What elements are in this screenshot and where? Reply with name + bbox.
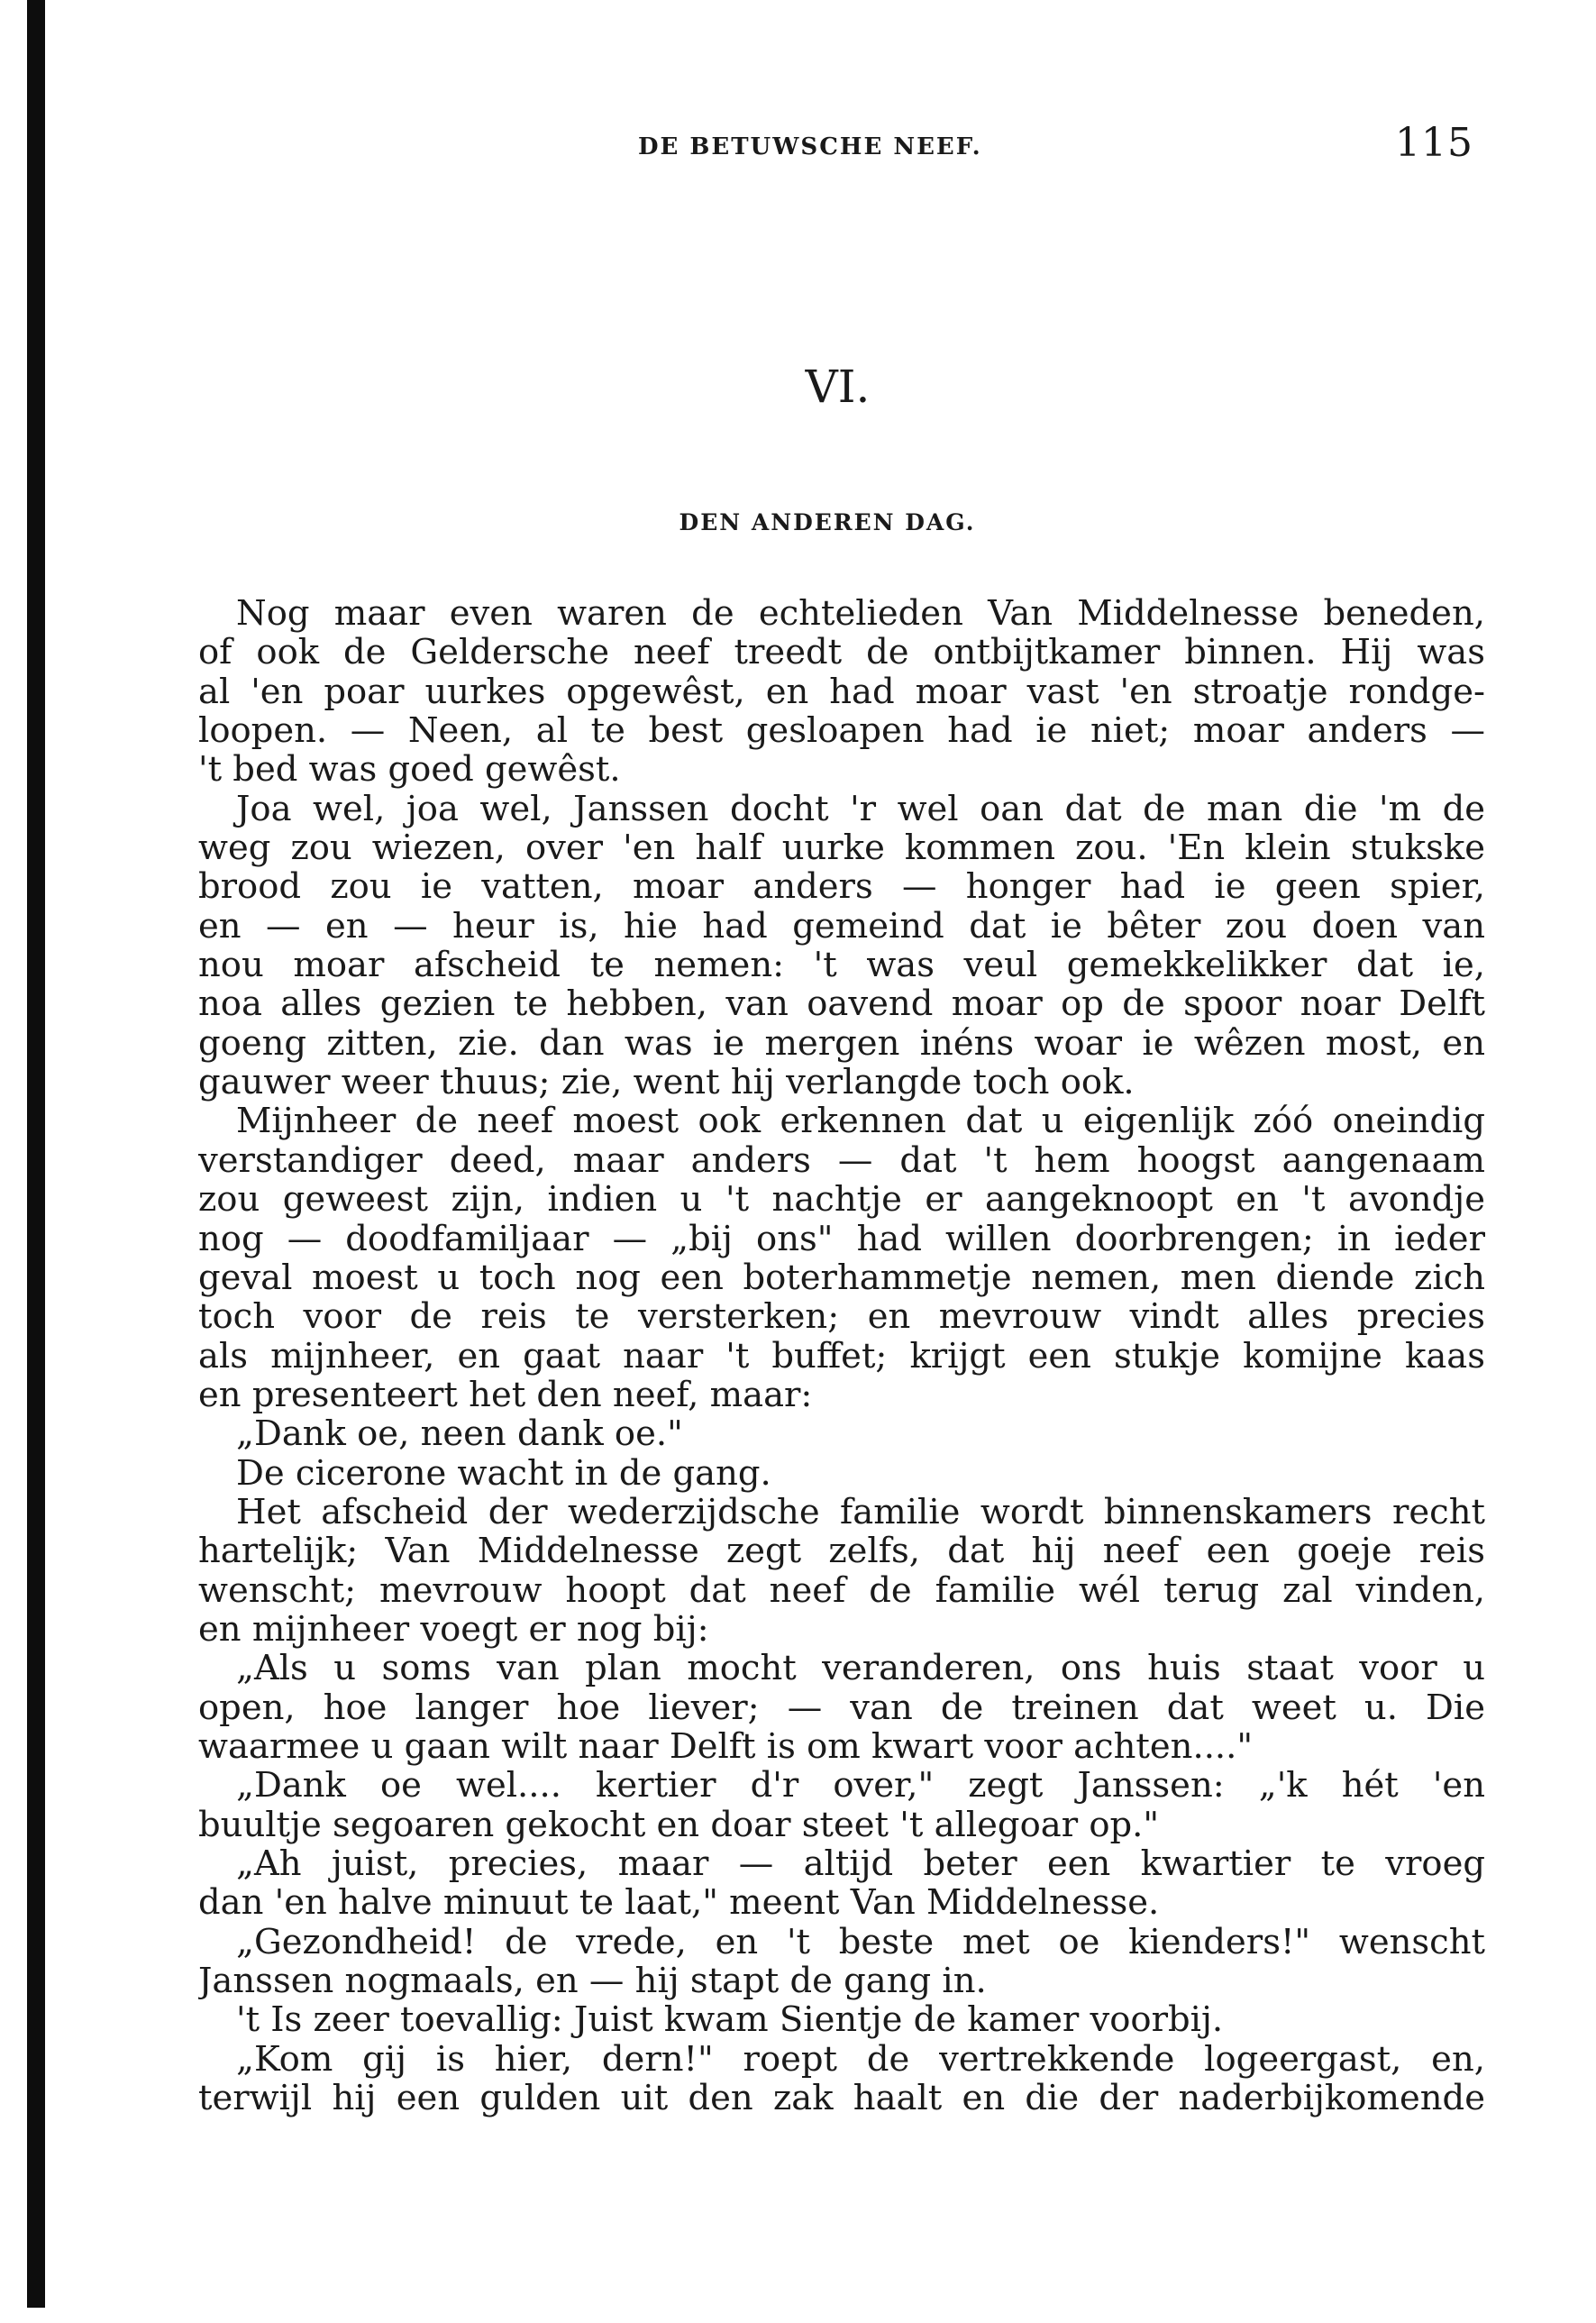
text-line: waarmee u gaan wilt naar Delft is om kwart voor achten...." (198, 1726, 1254, 1767)
text-line: „Dank oe wel.... kertier d'r over," zegt Janssen: „'k hét 'en (236, 1766, 1485, 1806)
text-line: Nog maar even waren de echtelieden Van Middelnesse beneden, (236, 594, 1485, 634)
text-line: weg zou wiezen, over 'en half uurke kommen zou. 'En klein stukske (198, 828, 1485, 868)
text-line: „Als u soms van plan mocht veranderen, ons huis staat voor u (236, 1649, 1485, 1688)
running-head: DE BETUWSCHE NEEF. (638, 133, 982, 160)
text-line: zou geweest zijn, indien u 't nachtje er aangeknoopt en 't avondje (198, 1180, 1485, 1220)
text-line: „Gezondheid! de vrede, en 't beste met oe kienders!" wenscht (236, 1922, 1485, 1962)
text-line: hartelijk; Van Middelnesse zegt zelfs, dat hij neef een goeje reis (198, 1532, 1485, 1571)
text-line: wenscht; mevrouw hoopt dat neef de familie wél terug zal vinden, (198, 1570, 1485, 1610)
chapter-number: VI. (805, 361, 871, 413)
text-line: 't Is zeer toevallig: Juist kwam Sientje de kamer voorbij. (236, 2000, 1224, 2040)
text-line: als mijnheer, en gaat naar 't buffet; krijgt een stukje komijne kaas (198, 1336, 1485, 1376)
text-line: gauwer weer thuus; zie, went hij verlangde toch ook. (198, 1063, 1135, 1102)
text-line: al 'en poar uurkes opgewêst, en had moar vast 'en stroatje rondge- (198, 672, 1485, 712)
text-line: open, hoe langer hoe liever; — van de treinen dat weet u. Die (198, 1687, 1485, 1727)
text-line: nog — doodfamiljaar — „bij ons" had willen doorbrengen; in ieder (198, 1219, 1485, 1258)
text-line: terwijl hij een gulden uit den zak haalt en die der naderbijkomende (198, 2079, 1485, 2118)
page-number: 115 (1395, 120, 1473, 166)
text-line: of ook de Geldersche neef treedt de ontbijtkamer binnen. Hij was (198, 633, 1485, 672)
text-line: „Ah juist, precies, maar — altijd beter een kwartier te vroeg (236, 1844, 1485, 1884)
text-line: noa alles gezien te hebben, van oavend moar op de spoor noar Delft (198, 984, 1485, 1024)
text-line: „Kom gij is hier, dern!" roept de vertrekkende logeergast, en, (236, 2039, 1485, 2080)
text-line: loopen. — Neen, al te best gesloapen had ie niet; moar anders — (198, 711, 1485, 751)
text-line: en — en — heur is, hie had gemeind dat ie bêter zou doen van (198, 906, 1485, 947)
text-line: brood zou ie vatten, moar anders — honger had ie geen spier, (198, 867, 1485, 907)
text-line: nou moar afscheid te nemen: 't was veul gemekkelikker dat ie, (198, 946, 1485, 985)
text-line: geval moest u toch nog een boterhammetje nemen, men diende zich (198, 1258, 1485, 1298)
text-line: goeng zitten, zie. dan was ie mergen inéns woar ie wêzen most, en (198, 1023, 1485, 1064)
text-line: De cicerone wacht in de gang. (236, 1453, 771, 1493)
body-text (198, 594, 1485, 2117)
text-line: buultje segoaren gekocht en doar steet 't allegoar op." (198, 1805, 1160, 1844)
text-line: verstandiger deed, maar anders — dat 't hem hoogst aangenaam (198, 1140, 1485, 1181)
text-line: Mijnheer de neef moest ook erkennen dat u eigenlijk zóó oneindig (236, 1102, 1485, 1141)
text-line: 't bed was goed gewêst. (198, 750, 621, 790)
text-line: en mijnheer voegt er nog bij: (198, 1609, 709, 1650)
text-line: Janssen nogmaals, en — hij stapt de gang in. (198, 1962, 987, 2001)
text-line: toch voor de reis te versterken; en mevrouw vindt alles precies (198, 1297, 1485, 1337)
text-line: „Dank oe, neen dank oe." (236, 1414, 683, 1454)
text-line: Het afscheid der wederzijdsche familie wordt binnenskamers recht (236, 1492, 1485, 1532)
text-line: en presenteert het den neef, maar: (198, 1375, 813, 1415)
book-spine-shadow (27, 0, 45, 2308)
text-line: Joa wel, joa wel, Janssen docht 'r wel oan dat de man die 'm de (236, 789, 1485, 829)
text-line: dan 'en halve minuut te laat," meent Van Middelnesse. (198, 1883, 1160, 1923)
chapter-title: DEN ANDEREN DAG. (679, 509, 976, 535)
